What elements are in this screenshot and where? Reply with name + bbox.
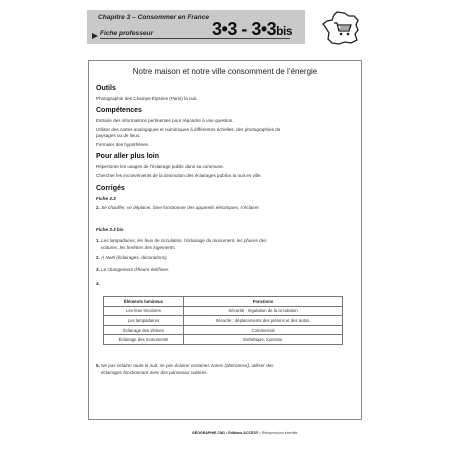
answer-a2 xyxy=(96,205,260,211)
table-header-cell: Fonctions xyxy=(184,297,343,307)
answer-b3 xyxy=(96,267,169,273)
competence-line: Formuler des hypothèses. xyxy=(96,142,150,147)
table-cell: Esthétique, tourisme xyxy=(184,335,343,345)
triangle-bullet-icon xyxy=(92,33,98,39)
lesson-number xyxy=(212,19,292,40)
answer-number: 1. xyxy=(96,238,100,243)
answer-b1-cont: voitures, les fenêtres des logements. xyxy=(101,245,176,250)
table-cell: Les feux tricolores xyxy=(104,306,184,316)
content-frame xyxy=(88,60,362,420)
table-cell: Commercial xyxy=(184,325,343,335)
footer-mid: Éditions ACCÈS® xyxy=(228,431,259,435)
table-cell: Éclairage des monuments xyxy=(104,335,184,345)
answer-number: 2. xyxy=(96,205,100,210)
table-cell: Les lampadaires xyxy=(104,316,184,326)
functions-table xyxy=(103,296,343,345)
competence-line: Extraire des informations pertinentes pour répondre à une question. xyxy=(96,118,234,123)
answer-text: Le changement d’heure été/hiver. xyxy=(101,267,170,272)
heading-corriges: Corrigés xyxy=(96,185,125,192)
sheet-title: Notre maison et notre ville consomment de l’énergie xyxy=(132,67,318,76)
competence-line: paysages ou de lieux. xyxy=(96,133,141,138)
table-header-cell: Éléments lumineux xyxy=(104,297,184,307)
answer-text: À Noël (éclairages, décorations). xyxy=(101,255,168,260)
answer-b1 xyxy=(96,238,267,244)
page-footer xyxy=(192,431,298,435)
footer-left: GÉOGRAPHIE CM1 xyxy=(192,431,225,435)
answer-number: 2. xyxy=(96,255,100,260)
table-row xyxy=(104,316,343,326)
footer-separator: • xyxy=(225,431,229,435)
fiche-b-label: Fiche 3.3 bis xyxy=(96,227,124,232)
heading-competences: Compétences xyxy=(96,107,142,114)
answer-text: Les lampadaires, les feux de circulation, l’éclairage du monument, les phares des xyxy=(101,238,267,243)
page-header xyxy=(84,8,368,48)
answer-b2 xyxy=(96,255,168,261)
answer-number: 4. xyxy=(96,281,100,286)
table-row xyxy=(104,335,343,345)
fiche-a-label: Fiche 3.3 xyxy=(96,196,116,201)
answer-number: 3. xyxy=(96,267,100,272)
answer-b5 xyxy=(96,363,273,369)
heading-outils: Outils xyxy=(96,85,116,92)
answer-text: Ne pas éclairer toute la nuit, ne pas éclairer certaines zones (alternance), utiliser des xyxy=(101,363,274,368)
heading-aller-plus-loin: Pour aller plus loin xyxy=(96,153,160,160)
aller-plus-loin-line: Chercher les inconvénients de la diminution des éclairages publics la nuit en ville. xyxy=(96,173,262,178)
competence-line: Utiliser des cartes analogiques et numériques à différentes échelles, des photographies de xyxy=(96,127,281,132)
answer-text: Se chauffer, se déplacer, faire fonctionner des appareils électriques, s’éclairer. xyxy=(101,205,261,210)
chapter-title: Chapitre 3 – Consommer en France xyxy=(98,14,210,21)
table-row xyxy=(104,306,343,316)
table-header-row xyxy=(104,297,343,307)
table-cell: Sécurité : déplacements des piétons et des autos. xyxy=(184,316,343,326)
aller-plus-loin-line: Répertorier les usages de l’éclairage public dans sa commune. xyxy=(96,164,224,169)
lesson-number-main: 3•3 - 3•3 xyxy=(212,19,277,39)
answer-b5-cont: éclairages fonctionnant avec des panneaux solaires. xyxy=(101,370,208,375)
fiche-label: Fiche professeur xyxy=(100,30,290,39)
footer-separator: • xyxy=(259,431,262,435)
lesson-number-suffix: bis xyxy=(276,24,292,38)
france-map-cart-icon xyxy=(320,10,364,46)
answer-b4 xyxy=(96,281,100,287)
document-page xyxy=(84,8,368,444)
table-cell: Sécurité : régulation de la circulation xyxy=(184,306,343,316)
answer-number: 5. xyxy=(96,363,100,368)
table-cell: Éclairage des vitrines xyxy=(104,325,184,335)
table-row xyxy=(104,325,343,335)
footer-right: Réimpression interdite xyxy=(261,431,298,435)
outils-text: Photographie des Champs-Élysées (Paris) la nuit. xyxy=(96,96,198,101)
